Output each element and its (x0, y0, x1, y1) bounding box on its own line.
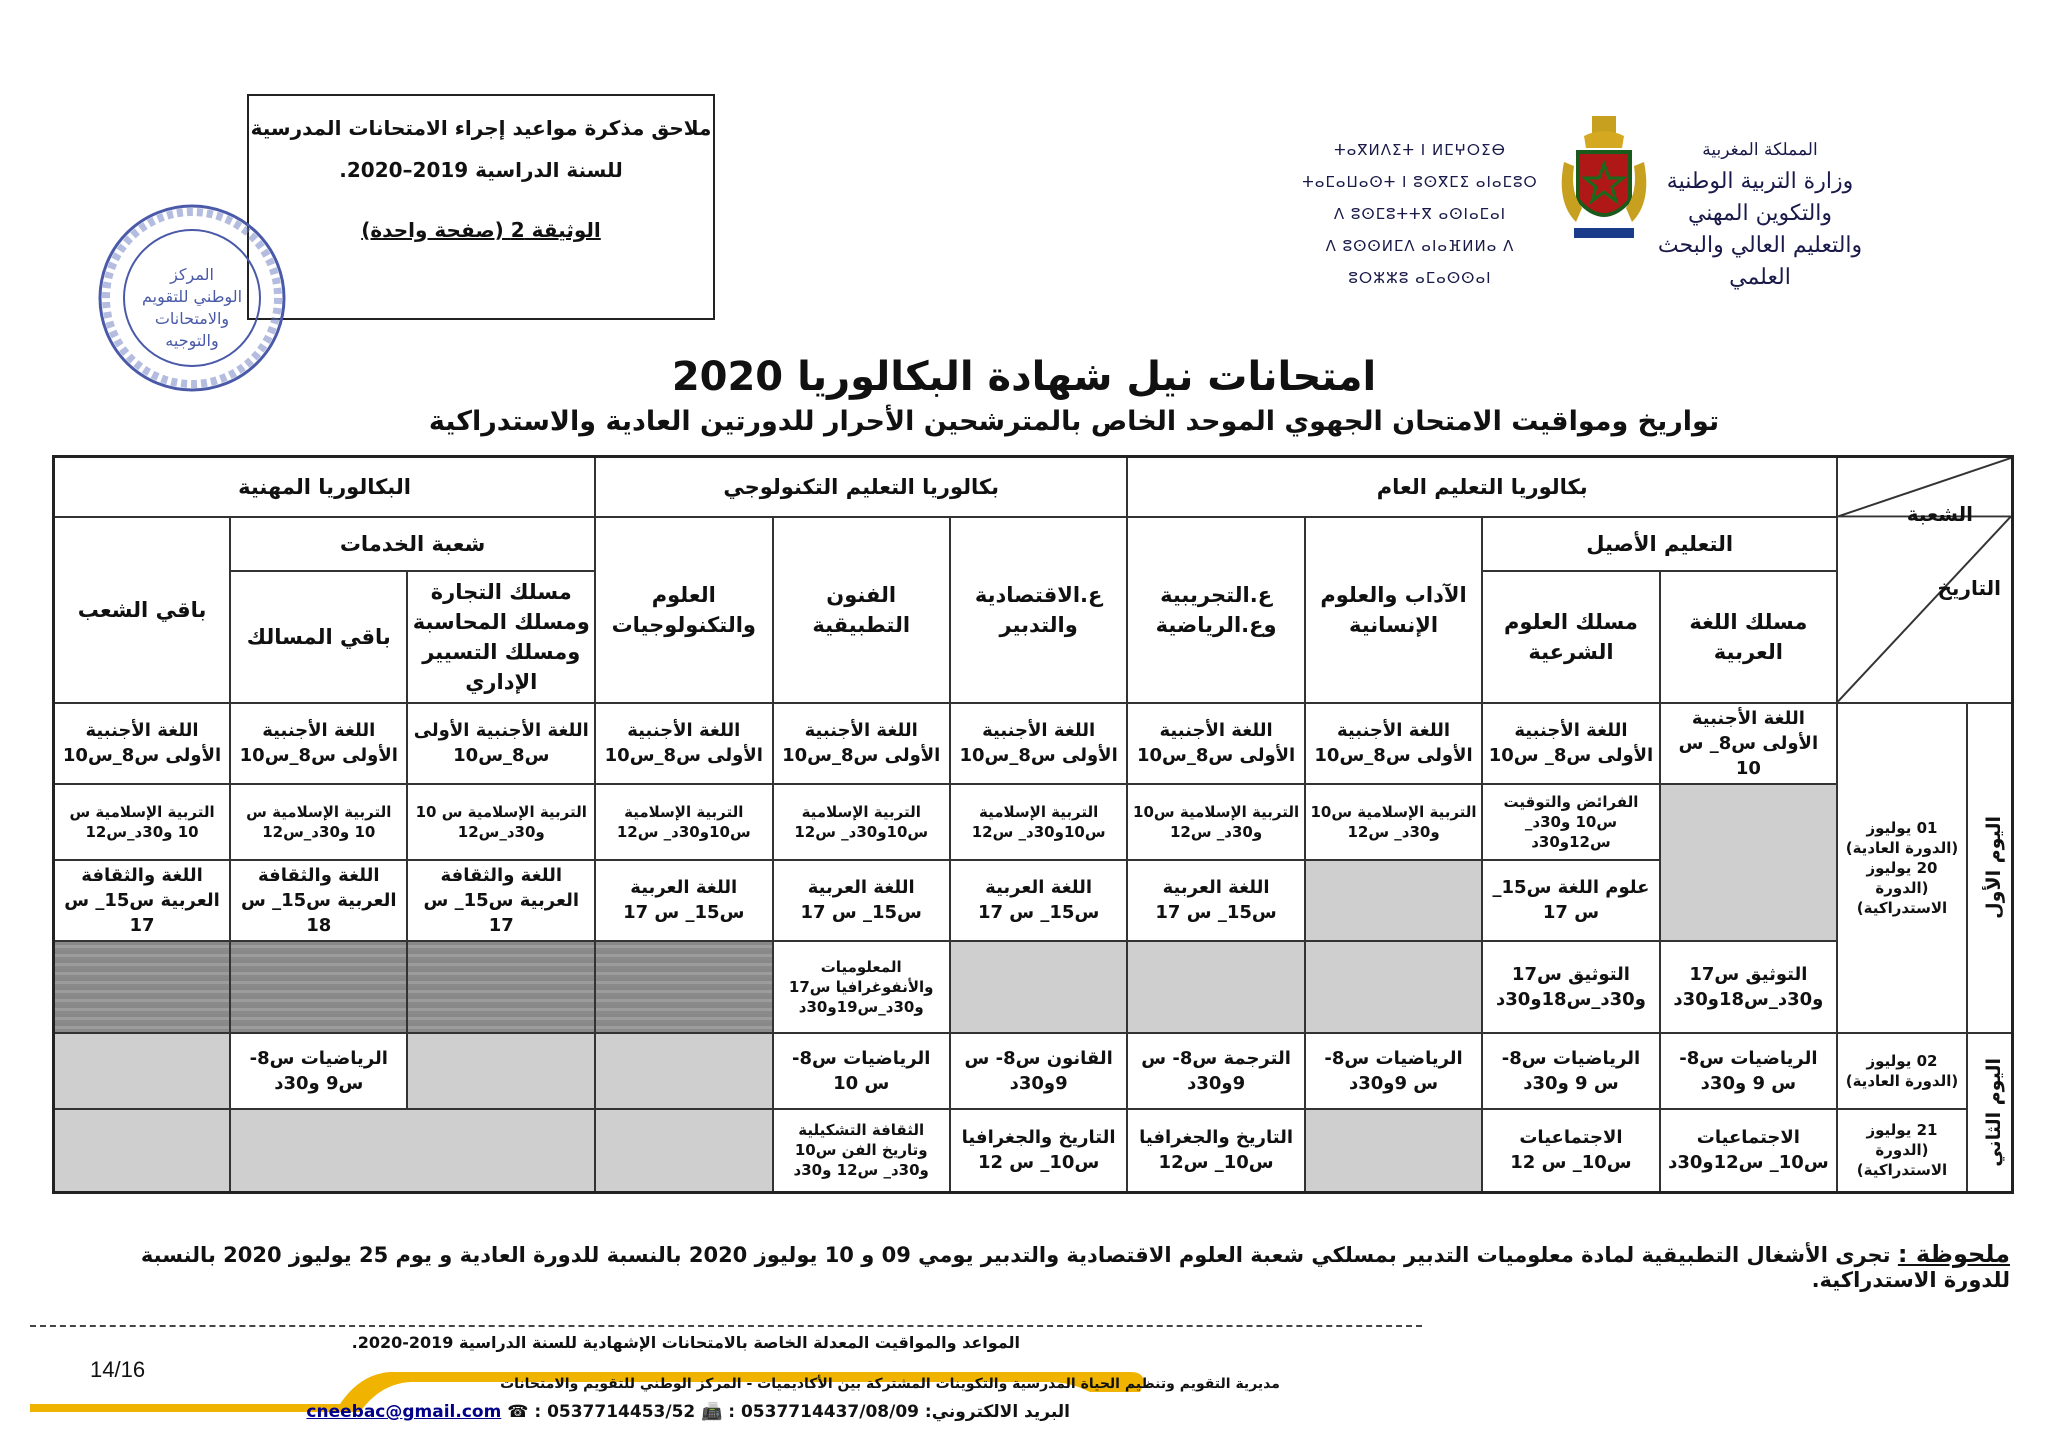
empty-cell (54, 941, 231, 1033)
table-cell: الرياضيات س8- س 9 و30د (1482, 1033, 1659, 1109)
table-cell: الفرائض والتوقيت س10 و30د_ س12و30د (1482, 784, 1659, 860)
subgroup-asil: التعليم الأصيل (1482, 517, 1837, 571)
note-text: تجرى الأشغال التطبيقية لمادة معلوميات التدبير بمسلكي شعبة العلوم الاقتصادية والتدبير يومي 09 و 10 يوليوز 2020 بالنسبة للدورة العادية و يوم 25 يوليوز 2020 بالنسبة للدورة الاستدراكية. (140, 1243, 2010, 1292)
empty-cell (230, 1109, 595, 1193)
table-cell: اللغة الأجنبية الأولى س8_س10 (1127, 703, 1304, 784)
ministry-line-3: والتعليم العالي والبحث العلمي (1657, 233, 1863, 290)
col-sharia-track: مسلك العلوم الشرعية (1482, 571, 1659, 703)
tifinagh-line-1: ⵜⴰⴳⵍⴷⵉⵜ ⵏ ⵍⵎⵖⵔⵉⴱ (1334, 141, 1506, 159)
table-cell: الرياضيات س8- س 9و30د (1305, 1033, 1482, 1109)
table-cell: اللغة العربية س15_ س 17 (595, 860, 772, 941)
col-other-tracks: باقي المسالك (230, 571, 407, 703)
table-cell: علوم اللغة س15_ س 17 (1482, 860, 1659, 941)
table-cell: التربية الإسلامية س10و30د_ س12 (773, 784, 950, 860)
empty-cell (1305, 1109, 1482, 1193)
table-cell: اللغة الأجنبية الأولى س8_س10 (407, 703, 595, 784)
email-label: البريد الالكتروني: (924, 1402, 1070, 1422)
memo-line-2: للسنة الدراسية 2019–2020. (339, 158, 623, 182)
empty-cell (54, 1033, 231, 1109)
table-cell: التاريخ والجغرافيا س10_ س 12 (950, 1109, 1127, 1193)
memo-box (247, 94, 715, 320)
ministry-line-2: والتكوين المهني (1687, 201, 1833, 226)
col-applied-arts: الفنون التطبيقية (773, 517, 950, 703)
table-cell: الرياضيات س8- س 9 و30د (1660, 1033, 1837, 1109)
table-cell: المعلوميات والأنفوغرافيا س17 و30د_س19و30د (773, 941, 950, 1033)
table-cell: القانون س8- س 9و30د (950, 1033, 1127, 1109)
day1-label (1967, 703, 2013, 1033)
page-subtitle: تواريخ ومواقيت الامتحان الجهوي الموحد الخاص بالمترشحين الأحرار للدورتين العادية والاستدراكية (428, 406, 1720, 437)
empty-cell (407, 941, 595, 1033)
table-cell: التوثيق س17 و30د_س18و30د (1482, 941, 1659, 1033)
empty-cell (595, 1033, 772, 1109)
empty-cell (595, 941, 772, 1033)
table-cell: اللغة والثقافة العربية س15_ س 17 (54, 860, 231, 941)
tifinagh-line-4: ⴷ ⵓⵙⵙⵍⵎⴷ ⴰⵏⴰⴼⵍⵍⴰ ⴷ ⵓⵔⵣⵣⵓ ⴰⵎⴰⵙⵙⴰⵏ (1325, 237, 1515, 287)
svg-text:الوطني للتقويم: الوطني للتقويم (141, 287, 243, 306)
empty-cell (54, 1109, 231, 1193)
memo-line-1: ملاحق مذكرة مواعيد إجراء الامتحانات المدرسية (250, 116, 712, 140)
table-cell: اللغة الأجنبية الأولى س8_س10 (595, 703, 772, 784)
table-cell: اللغة الأجنبية الأولى س8_س10 (230, 703, 407, 784)
phone-icon: ☎ (507, 1402, 529, 1422)
table-cell: الاجتماعيات س10_ س12و30د (1660, 1109, 1837, 1193)
table-cell: اللغة الأجنبية الأولى س8_ س10 (1482, 703, 1659, 784)
subgroup-services: شعبة الخدمات (230, 517, 595, 571)
schedule-table (52, 455, 2014, 1194)
table-cell: اللغة والثقافة العربية س15_ س 18 (230, 860, 407, 941)
empty-cell (1127, 941, 1304, 1033)
table-cell: اللغة الأجنبية الأولى س8_س10 (54, 703, 231, 784)
col-other-branches: باقي الشعب (54, 517, 231, 703)
ministry-name (1640, 134, 1880, 294)
table-cell: الثقافة التشكيلية وتاريخ الفن س10 و30د_ س12 و30د (773, 1109, 950, 1193)
day2-label (1967, 1033, 2013, 1193)
footer-caption: المواعد والمواقيت المعدلة الخاصة بالامتحانات الإشهادية للسنة الدراسية 2019-2020. (351, 1333, 1020, 1352)
group-professional: البكالوريا المهنية (54, 457, 596, 517)
empty-cell (1305, 860, 1482, 941)
memo-line-3: الوثيقة 2 (صفحة واحدة) (361, 218, 601, 242)
day2-date-catchup: 21 يوليوز (الدورة الاستدراكية) (1837, 1109, 1967, 1193)
table-cell: التربية الإسلامية س10 و30د_ س12 (1127, 784, 1304, 860)
svg-text:والامتحانات: والامتحانات (154, 309, 230, 328)
svg-text:المركز: المركز (170, 265, 214, 284)
table-cell: اللغة العربية س15_ س 17 (1127, 860, 1304, 941)
table-cell: التربية الإسلامية س 10 و30د_س12 (54, 784, 231, 860)
table-cell: الاجتماعيات س10_ س 12 (1482, 1109, 1659, 1193)
table-cell: اللغة الأجنبية الأولى س8_س10 (773, 703, 950, 784)
email-link[interactable]: cneebac@gmail.com (306, 1402, 502, 1422)
table-cell: التوثيق س17 و30د_س18و30د (1660, 941, 1837, 1033)
fax-number: : 0537714437/08/09 (728, 1402, 919, 1422)
day1-dates: 01 يوليوز (الدورة العادية) 20 يوليوز (الدورة الاستدراكية) (1837, 703, 1967, 1033)
page-title: امتحانات نيل شهادة البكالوريا 2020 (671, 354, 1377, 400)
table-cell: اللغة والثقافة العربية س15_ س 17 (407, 860, 595, 941)
date-label: التاريخ (1937, 576, 2001, 600)
empty-cell (407, 1033, 595, 1109)
table-cell: الرياضيات س8- س9 و30د (230, 1033, 407, 1109)
col-arabic-track: مسلك اللغة العربية (1660, 571, 1837, 703)
empty-cell (230, 941, 407, 1033)
col-letters: الآداب والعلوم الإنسانية (1305, 517, 1482, 703)
ministry-tifinagh (1300, 134, 1540, 294)
note (100, 1240, 2010, 1292)
phone-number: : 0537714453/52 (534, 1402, 696, 1422)
fax-icon: 📠 (701, 1402, 723, 1422)
table-cell: التاريخ والجغرافيا س10_ س12 (1127, 1109, 1304, 1193)
note-label: ملحوظة : (1897, 1240, 2010, 1268)
footer-department: مديرية التقويم وتنظيم الحياة المدرسية والتكوينات المشتركة بين الأكاديميات - المركز الوطني للتقويم والامتحانات (500, 1376, 1280, 1392)
table-cell: اللغة العربية س15_ س 17 (773, 860, 950, 941)
day2-date-regular: 02 يوليوز (الدورة العادية) (1837, 1033, 1967, 1109)
page-number: 14/16 (90, 1357, 146, 1382)
table-cell: التربية الإسلامية س 10 و30د_س12 (230, 784, 407, 860)
branch-label: الشعبة (1906, 502, 1973, 526)
footer-contact (270, 1402, 1070, 1422)
empty-cell (950, 941, 1127, 1033)
table-cell: اللغة الأجنبية الأولى س8_س10 (1305, 703, 1482, 784)
col-economics: ع.الاقتصادية والتدبير (950, 517, 1127, 703)
table-cell: التربية الإسلامية س10 و30د_ س12 (1305, 784, 1482, 860)
table-cell: اللغة الأجنبية الأولى س8_س10 (950, 703, 1127, 784)
coat-of-arms-icon (1556, 112, 1652, 252)
tifinagh-line-2: ⵜⴰⵎⴰⵡⴰⵙⵜ ⵏ ⵓⵙⴳⵎⵉ ⴰⵏⴰⵎⵓⵔ (1302, 173, 1538, 191)
footer-divider (30, 1325, 1422, 1327)
col-commerce-accounting: مسلك التجارة ومسلك المحاسبة ومسلك التسيير الإداري (407, 571, 595, 703)
empty-cell (595, 1109, 772, 1193)
kingdom-label: المملكة المغربية (1702, 140, 1818, 160)
table-cell: التربية الإسلامية س10و30د_ س12 (595, 784, 772, 860)
table-cell: اللغة العربية س15_ س 17 (950, 860, 1127, 941)
group-technological: بكالوريا التعليم التكنولوجي (595, 457, 1127, 517)
header-corner (1837, 457, 2012, 703)
table-cell: اللغة الأجنبية الأولى س8_ س 10 (1660, 703, 1837, 784)
group-general: بكالوريا التعليم العام (1127, 457, 1837, 517)
empty-cell (1305, 941, 1482, 1033)
day2-text: اليوم الثاني (1983, 1057, 2005, 1167)
ministry-line-1: وزارة التربية الوطنية (1666, 169, 1854, 194)
table-cell: الترجمة س8- س 9و30د (1127, 1033, 1304, 1109)
table-cell: الرياضيات س8- س 10 (773, 1033, 950, 1109)
col-experimental-math: ع.التجريبية وع.الرياضية (1127, 517, 1304, 703)
tifinagh-line-3: ⴷ ⵓⵙⵎⵓⵜⵜⴳ ⴰⵙⵏⴰⵎⴰⵏ (1333, 205, 1507, 223)
col-sciences-tech: العلوم والتكنولوجيات (595, 517, 772, 703)
table-cell: التربية الإسلامية س10و30د_ س12 (950, 784, 1127, 860)
empty-cell (1660, 784, 1837, 941)
svg-text:والتوجيه: والتوجيه (165, 331, 219, 350)
table-cell: التربية الإسلامية س 10 و30د_س12 (407, 784, 595, 860)
day1-text: اليوم الأول (1983, 816, 2005, 919)
